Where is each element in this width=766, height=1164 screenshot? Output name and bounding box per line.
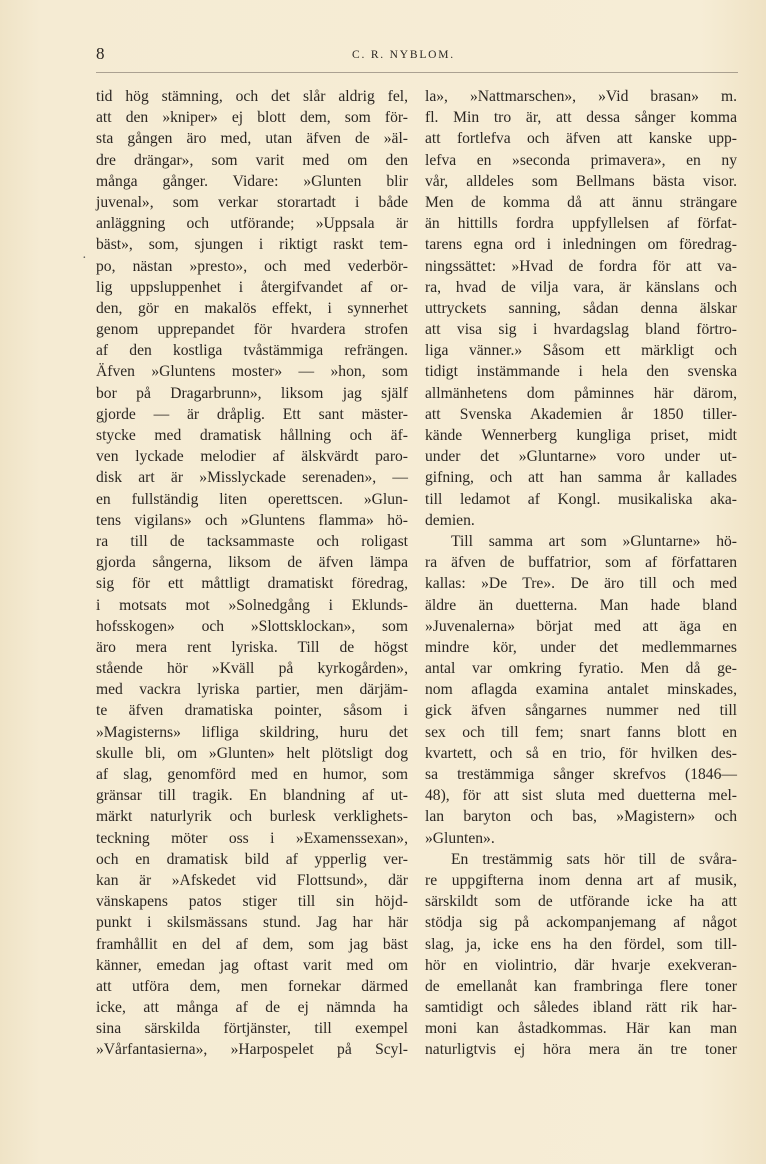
text-line: kvartett, och så en trio, för hvilken des- [425,744,737,762]
text-line: samtidigt och således ibland rätt rik har- [425,999,737,1017]
text-line: äro mera rent lyriska. Till de högst [96,638,408,656]
text-line: tarens egna ord i inledningen om föredrag- [425,236,737,254]
text-line: En trestämmig sats hör till de svåra- [451,850,737,868]
text-line: la», »Nattmarschen», »Vid brasan» m. [425,88,737,105]
text-line: tens vigilans» och »Gluntens flamma» hö- [96,511,408,529]
text-line: hofsskogen» och »Slottsklockan», som [96,617,408,635]
text-line: kan är »Afskedet vid Flottsund», där [96,871,408,889]
text-line: slag, ja, icke ens ha den fördel, som till- [425,935,737,953]
text-line: »Glunten». [425,829,495,847]
text-line: sex och till fem; snart fanns blott en [425,723,737,741]
text-line: ra, hvad de vilja vara, är känslans och [425,278,737,296]
text-line: särskildt som de utförande icke ha att [425,893,737,911]
page-number: 8 [96,44,105,63]
text-line: teckning möter oss i »Examenssexan», [96,829,408,847]
text-line: bäst», som, sjungen i riktigt raskt tem- [96,236,408,254]
text-line: re uppgifterna inom denna art af musik, [425,871,737,889]
text-line: stående hör »Kväll på kyrkogården», [96,660,408,678]
text-line: liga vänner.» Såsom ett märkligt och [425,342,737,360]
text-line: uttryckets sanning, sådan denna älskar [425,299,737,317]
text-line: moni kan åstadkommas. Här kan man [425,1020,737,1038]
text-line: att den »kniper» ej blott dem, som för- [96,109,408,127]
text-line: tidigt instämmande i hela den svenska [425,363,737,381]
text-line: ven lyckade melodier af älskvärdt paro- [96,448,408,466]
page-header [96,44,736,70]
text-line: vänskapens patos stiger till sin höjd- [96,893,408,911]
text-line: kände Wennerberg kungliga priset, midt [425,427,737,444]
text-line: Till samma art som »Gluntarne» hö- [451,532,737,550]
text-line: ningssättet: »Hvad de fordra för att va- [425,257,737,275]
text-line: med vackra lyriska partier, men därjäm- [96,681,408,699]
text-line: skulle bli, om »Glunten» helt plötsligt dog [96,744,408,762]
text-line: genom upprepandet för hvardera strofen [96,321,408,339]
text-line: fl. Min tro är, att dessa sånger komma [425,109,737,127]
text-line: framhållit en del af dem, som jag bäst [96,935,408,953]
text-line: de emellanåt kan frambringa flere toner [425,977,737,995]
text-line: mindre kör, under det medlemmarnes [425,638,737,656]
text-line: till ledamot af Kongl. musikaliska aka- [425,490,737,508]
text-line: sta gången äro med, utan äfven de »äl- [96,130,408,148]
right-column [425,86,737,1061]
text-line: vår, alldeles som Bellmans bästa visor. [425,172,737,190]
text-line: lig uppsluppenhet i återgifvandet af or- [96,278,408,296]
text-line: »Juvenalerna» börjat med att äga en [425,617,737,635]
text-line: äldre än duetterna. Man hade bland [425,596,737,614]
text-line: tid hög stämning, och det slår aldrig fel, [96,88,408,105]
text-line: »Vårfantasierna», »Harpospelet på Scyl- [96,1041,408,1059]
text-line: ra äfven de buffatrior, som af författaren [425,554,737,572]
margin-mark: · [82,251,87,266]
text-line: att visa sig i hvardagslag bland förtro- [425,321,737,339]
text-line: i motsats mot »Solnedgång i Eklunds- [96,596,408,614]
text-line: under det »Gluntarne» voro under ut- [425,448,737,466]
text-line: stödja sig på ackompanjemang af något [425,914,737,932]
text-line: Men de komma då att ännu strängare [425,193,737,211]
text-line: gick äfven sångarnes nummer ned till [425,702,737,720]
text-line: dre drängar», som varit med om den [96,151,408,169]
header-rule [96,72,738,73]
text-line: lefva en »seconda primavera», en ny [425,151,737,169]
text-line: att fortlefva och äfven att kanske upp- [425,130,737,148]
text-line: disk art är »Misslyckade serenaden», — [96,469,408,487]
text-line: juvenal», som verkar storartadt i både [96,193,408,211]
text-line: icke, att många af de ej nämnda ha [96,999,408,1017]
text-line: sig för ett måttligt dramatiskt föredrag, [96,575,408,593]
text-line: bor på Dragarbrunn», liksom jag själf [96,384,408,402]
text-line: allmänhetens dom påminnes här därom, [425,384,737,402]
text-line: demien. [425,511,475,529]
text-line: po, nästan »presto», och med vederbör- [96,257,408,275]
text-line: märkt naturlyrik och burlesk verklighets- [96,808,408,826]
text-line: och en dramatisk bild af ypperlig ver- [96,850,408,868]
text-line: sina särskilda förtjänster, till exempel [96,1020,408,1038]
text-line: punkt i skilsmässans stund. Jag har här [96,914,408,932]
text-line: den, gör en makalös effekt, i synnerhet [96,299,408,317]
text-line: att Svenska Akademien år 1850 tiller- [425,405,737,423]
text-line: än hittills fordra uppfyllelsen af förfat- [425,215,737,233]
running-head: C. R. NYBLOM. [352,49,455,61]
text-line: hör en violintrio, där hvarje exekveran- [425,956,737,974]
text-line: Äfven »Gluntens moster» — »hon, som [96,363,408,381]
text-line: stycke med dramatisk hållning och äf- [96,427,408,444]
text-line: te äfven dramatiska pointer, såsom i [96,702,408,720]
text-line: »Magisterns» lifliga skildring, huru det [96,723,408,741]
text-line: känner, emedan jag oftast varit med om [96,956,408,974]
text-line: 48), för att sist sluta med duetterna mel- [425,787,737,805]
left-column [96,86,408,1061]
text-line: af slag, genomförd med en humor, som [96,766,408,783]
text-line: gifning, och att han samma år kallades [425,469,737,487]
text-line: antal var omkring fyratio. Men då ge- [425,660,737,678]
text-line: en fullständig liten operettscen. »Glun- [96,490,408,508]
text-line: att utföra dem, men fornekar därmed [96,977,408,995]
text-line: gjorda sångerna, liksom de äfven lämpa [96,554,408,572]
text-line: gränsar till tragik. En blandning af ut- [96,787,408,805]
text-line: gjorde — är dråplig. Ett sant mäster- [96,405,408,423]
text-line: många gånger. Vidare: »Glunten blir [96,172,408,190]
text-line: ra till de tacksammaste och roligast [96,532,408,550]
text-line: anläggning och utförande; »Uppsala är [96,215,408,233]
text-line: sa trestämmiga sånger skrefvos (1846— [425,766,737,783]
text-line: naturligtvis ej höra mera än tre toner [425,1041,737,1059]
text-line: nom aflagda examina antalet minskades, [425,681,737,699]
text-line: kallas: »De Tre». De äro till och med [425,575,737,593]
text-line: lan baryton och bas, »Magistern» och [425,808,737,826]
text-line: af den kostliga tvåstämmiga refrängen. [96,342,408,360]
